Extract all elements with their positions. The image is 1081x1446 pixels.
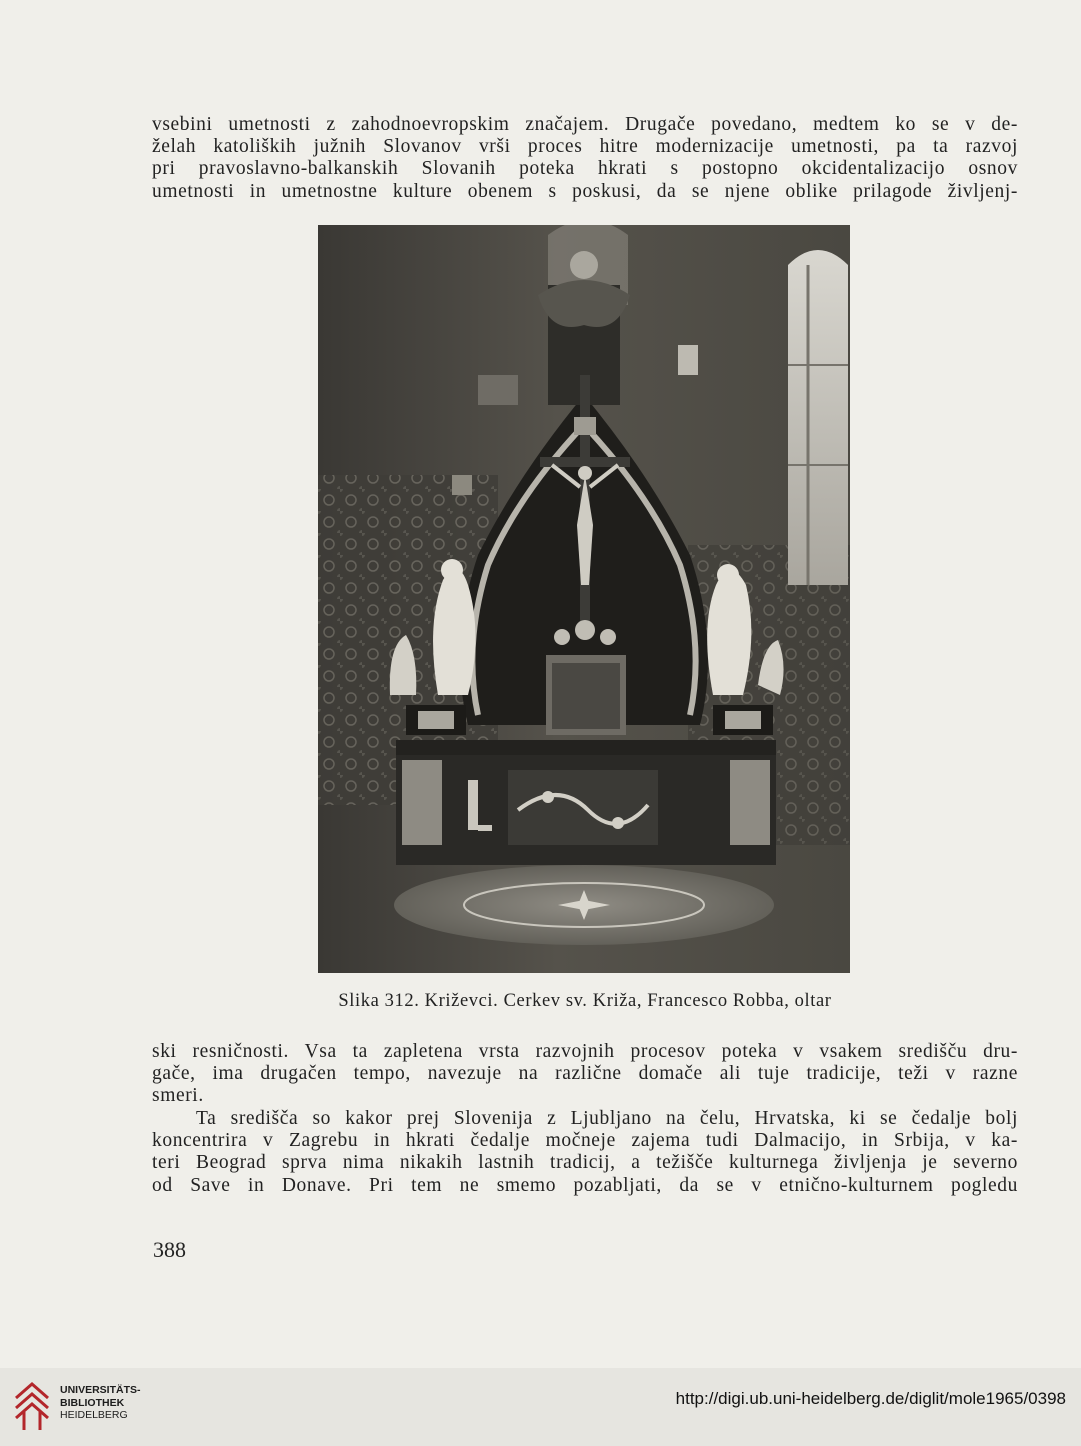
page-number: 388 — [153, 1237, 186, 1262]
figure-caption: Slika 312. Križevci. Cerkev sv. Križa, Francesco Robba, oltar — [338, 991, 832, 1011]
altar-photograph — [318, 225, 850, 973]
text-line: od Save in Donave. Pri tem ne smemo pozabljati, da se v etnično-kulturnem pogledu — [152, 1174, 1018, 1196]
text-line: ski resničnosti. Vsa ta zapletena vrsta razvojnih procesov poteka v vsakem središču dru- — [152, 1041, 1018, 1062]
text-line: teri Beograd sprva nima nikakih lastnih tradicij, a težišče kulturnega življenja je severno — [152, 1152, 1018, 1174]
text-line: pri pravoslavno-balkanskih Slovanih poteka hkrati s postopno okcidentalizacijo osnov — [152, 158, 1018, 180]
text-line: gače, ima drugačen tempo, navezuje na različne domače ali tuje tradicije, teži v razne — [152, 1063, 1018, 1085]
viewer-footer — [0, 1368, 1081, 1446]
second-paragraph — [152, 1108, 1018, 1197]
text-line: želah katoliških južnih Slovanov vrši proces hitre modernizacije umetnosti, pa ta razvoj — [152, 136, 1018, 158]
continuation-paragraph — [152, 1041, 1018, 1108]
text-line: Ta središča so kakor prej Slovenija z Ljubljano na čelu, Hrvatska, ki se čedalje bolj — [196, 1108, 1018, 1129]
text-line: vsebini umetnosti z zahodnoevropskim značajem. Drugače povedano, medtem ko se v de- — [152, 114, 1018, 135]
text-line: smeri. — [152, 1085, 204, 1107]
text-line: koncentrira v Zagrebu in hkrati čedalje močneje zajema tudi Dalmacijo, in Srbija, v ka- — [152, 1130, 1018, 1152]
institution-line: UNIVERSITÄTS- — [60, 1384, 141, 1396]
institution-line: BIBLIOTHEK — [60, 1396, 125, 1409]
altar-photo-illustration — [318, 225, 850, 973]
top-paragraph — [152, 114, 1018, 203]
institution-name — [60, 1384, 141, 1422]
permalink-url[interactable]: http://digi.ub.uni-heidelberg.de/diglit/mole1965/0398 — [675, 1389, 1066, 1408]
library-logo-icon — [12, 1378, 52, 1436]
text-line: umetnosti in umetnostne kulture obenem s poskusi, da se njene oblike prilagode življenj- — [152, 180, 1018, 202]
institution-line: HEIDELBERG — [60, 1409, 128, 1421]
